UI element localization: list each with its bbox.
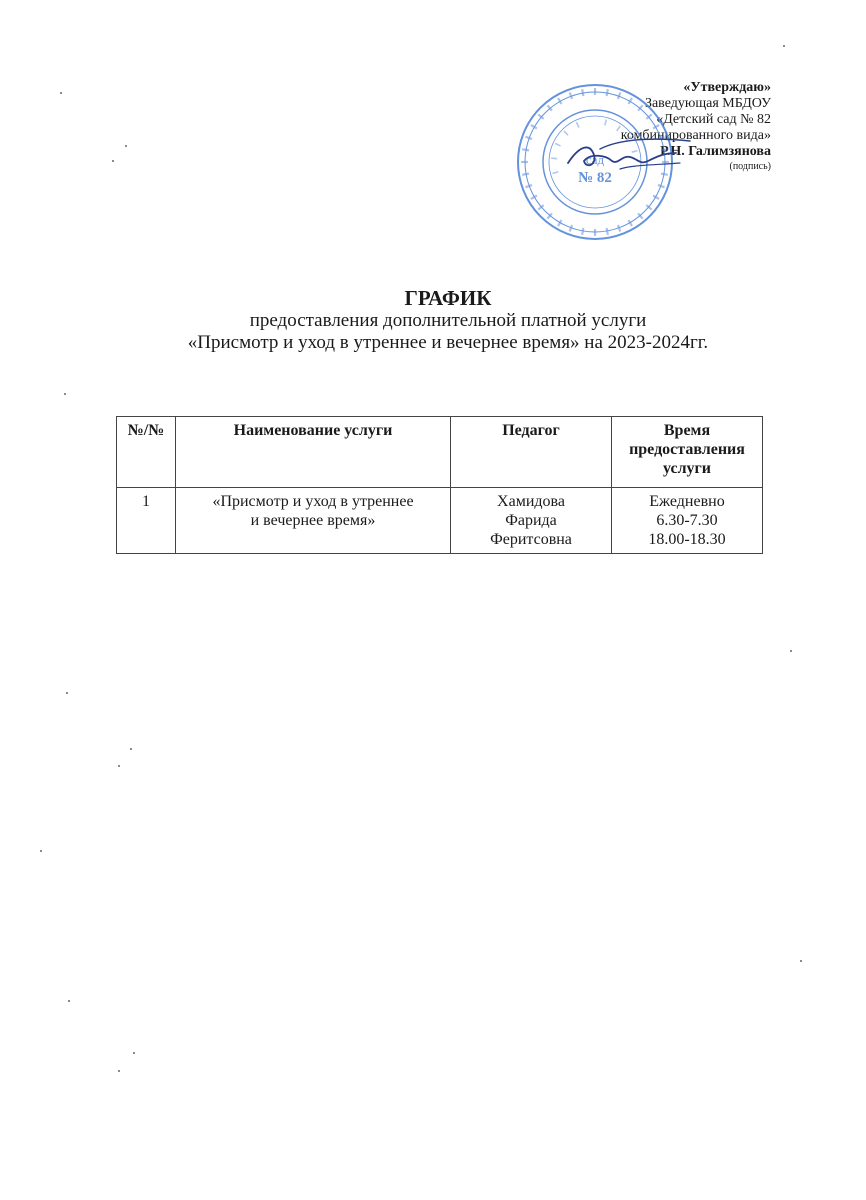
service-name-line: «Присмотр и уход в утреннее <box>212 493 414 510</box>
scan-speck <box>66 692 68 694</box>
scan-speck <box>125 145 127 147</box>
header-number: №/№ <box>117 417 176 488</box>
time-morning: 6.30-7.30 <box>656 512 718 529</box>
table-row <box>117 488 763 554</box>
signature-caption: (подпись) <box>729 161 771 172</box>
header-teacher: Педагог <box>451 417 612 488</box>
scan-speck <box>790 650 792 652</box>
time-evening: 18.00-18.30 <box>648 531 726 548</box>
document-subtitle-line-1: предоставления дополнительной платной услуги <box>249 310 647 331</box>
seal-center-text-2: № 82 <box>578 170 612 186</box>
scan-speck <box>112 160 114 162</box>
table-header-row <box>117 417 763 488</box>
seal-center-text-1: сад <box>585 152 605 167</box>
teacher-first-name: Фарида <box>505 512 557 529</box>
cell-teacher <box>451 488 612 554</box>
scan-speck <box>68 1000 70 1002</box>
service-name-line: и вечернее время» <box>250 512 376 529</box>
document-subtitle-line-2: «Присмотр и уход в утреннее и вечернее время» на 2023-2024гг. <box>187 332 709 353</box>
teacher-patronymic: Феритсовна <box>490 531 572 548</box>
time-frequency: Ежедневно <box>649 493 725 510</box>
approval-organization-type: комбинированного вида» <box>620 128 771 143</box>
document-title: ГРАФИК <box>404 286 492 310</box>
cell-service-name <box>176 488 451 554</box>
scan-speck <box>64 393 66 395</box>
approval-signer: Р.Н. Галимзянова <box>660 144 771 159</box>
approval-organization: «Детский сад № 82 <box>656 112 771 127</box>
scan-speck <box>40 850 42 852</box>
header-time: Время предоставления услуги <box>612 417 763 488</box>
teacher-surname: Хамидова <box>497 493 565 510</box>
schedule-table <box>116 416 763 554</box>
scan-speck <box>133 1052 135 1054</box>
document-heading <box>0 286 866 354</box>
scan-speck <box>118 765 120 767</box>
scan-speck <box>118 1070 120 1072</box>
scan-speck <box>783 45 785 47</box>
approval-heading: «Утверждаю» <box>683 80 771 95</box>
header-service-name: Наименование услуги <box>176 417 451 488</box>
handwritten-signature <box>560 125 700 185</box>
scan-speck <box>130 748 132 750</box>
approval-position: Заведующая МБДОУ <box>644 96 771 111</box>
scan-speck <box>60 92 62 94</box>
cell-number: 1 <box>117 488 176 554</box>
cell-time <box>612 488 763 554</box>
scan-speck <box>800 960 802 962</box>
